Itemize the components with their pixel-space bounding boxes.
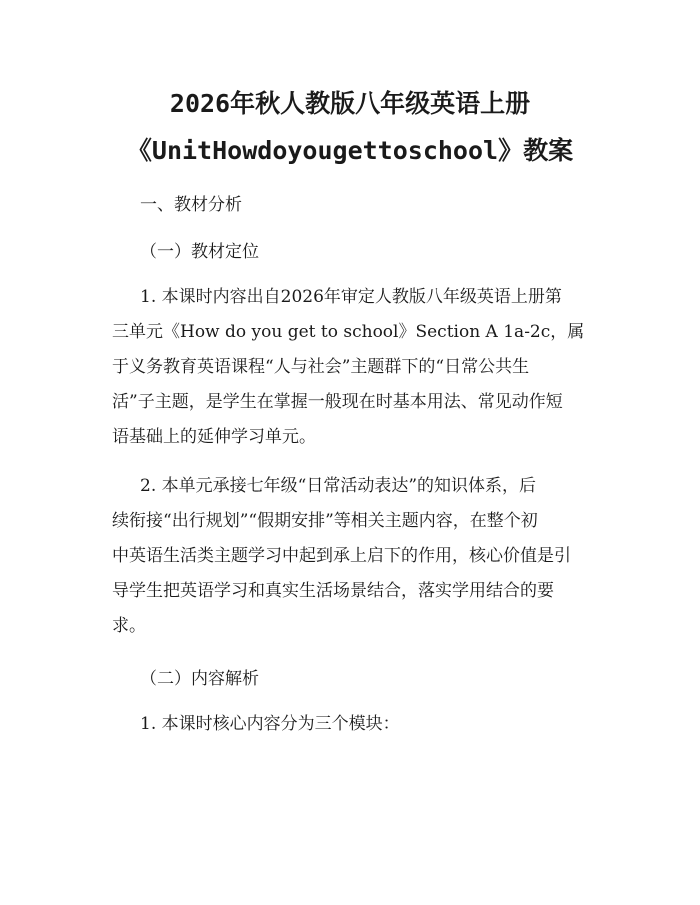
paragraph-line: 求。 bbox=[112, 616, 146, 636]
paragraph-line: 于义务教育英语课程“人与社会”主题群下的“日常公共生 bbox=[112, 357, 530, 377]
paragraph-line: 1. 本课时内容出自2026年审定人教版八年级英语上册第 bbox=[140, 287, 562, 307]
section-heading-textbook-analysis: 一、教材分析 bbox=[140, 195, 242, 215]
paragraph-line: 三单元《How do you get to school》Section A 1a-2c，属 bbox=[112, 322, 585, 342]
paragraph-2 bbox=[112, 469, 592, 644]
paragraph-line: 1. 本课时核心内容分为三个模块： bbox=[140, 714, 400, 734]
paragraph-1 bbox=[112, 280, 592, 455]
paragraph-line: 中英语生活类主题学习中起到承上启下的作用，核心价值是引 bbox=[112, 546, 571, 566]
paragraph-line: 2. 本单元承接七年级“日常活动表达”的知识体系，后 bbox=[140, 476, 537, 496]
paragraph-line: 续衔接“出行规划”“假期安排”等相关主题内容，在整个初 bbox=[112, 511, 538, 531]
document-title-line-2: 《UnitHowdoyougettoschool》教案 bbox=[126, 136, 574, 165]
subsection-heading-textbook-positioning: （一）教材定位 bbox=[140, 242, 259, 262]
paragraph-line: 导学生把英语学习和真实生活场景结合，落实学用结合的要 bbox=[112, 581, 554, 601]
subsection-heading-content-analysis: （二）内容解析 bbox=[140, 669, 259, 689]
document-title-line-1: 2026年秋人教版八年级英语上册 bbox=[169, 89, 531, 118]
paragraph-3 bbox=[112, 707, 592, 742]
paragraph-line: 语基础上的延伸学习单元。 bbox=[112, 427, 316, 447]
paragraph-line: 活”子主题，是学生在掌握一般现在时基本用法、常见动作短 bbox=[112, 392, 563, 412]
